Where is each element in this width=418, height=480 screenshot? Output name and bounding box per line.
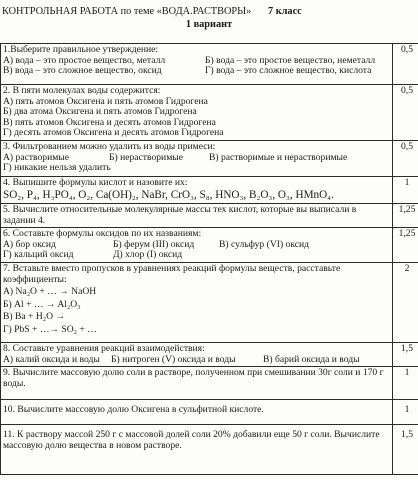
task-2-option-v: В) пять атомов Оксигена и десять атомов Гидрогена [3, 116, 216, 128]
task-5-points: 1,25 [393, 204, 418, 228]
task-row-5 [1, 204, 418, 228]
task-1-option-a: А) вода – это простое вещество, металл [3, 54, 166, 66]
task-row-8 [1, 343, 418, 367]
task-3-points: 0,5 [393, 141, 418, 177]
task-8-cell [1, 343, 393, 367]
task-3-option-v: В) растворимые и нерастворимые [209, 151, 348, 163]
task-1-option-b: Б) вода – это простое вещество, неметалл [205, 54, 376, 66]
task-2-option-a: А) пять атомов Оксигена и пять атомов Гидрогена [3, 95, 208, 107]
task-6-cell [1, 228, 393, 263]
task-9-question: 9. Вычислите массовую долю соли в растворе, полученном при смешивании 30г соли и 170 г воды. [1, 367, 393, 400]
task-row-2 [1, 85, 418, 141]
task-row-9 [1, 367, 418, 400]
task-8-points: 1,5 [393, 343, 418, 367]
task-4-cell [1, 177, 393, 204]
task-10-points: 1 [393, 400, 418, 425]
task-7-points: 2 [393, 263, 418, 343]
task-7-equation-v: В) Ba + H₂O → [3, 311, 66, 323]
task-4-points: 1 [393, 177, 418, 204]
task-6-option-g: Г) кальций оксид [3, 249, 74, 261]
task-2-option-b: Б) два атома Оксигена и пять атомов Гидрогена [3, 106, 197, 118]
task-3-option-b: Б) нерастворимые [109, 151, 183, 163]
task-4-formulas: SO₂, P₄, H₃PO₄, O₂, Ca(OH)₂, NaBr, CrO₃, S₈, HNO₃, B₂O₃, O₃, HMnO₄. [3, 188, 334, 201]
task-1-option-v: В) вода – это сложное вещество, оксид [3, 65, 162, 77]
tasks-table [0, 43, 418, 475]
task-3-option-a: А) растворимые [3, 151, 69, 163]
task-7-equation-g: Г) PbS + …→ SO₂ + … [3, 323, 97, 335]
task-11-points: 1,5 [393, 425, 418, 475]
task-2-question: 2. В пяти молекулах воды содержится: [3, 85, 161, 96]
task-9-points: 1 [393, 367, 418, 400]
task-5-question: 5. Вычислите относительные молекулярные массы тех кислот, которые вы выписали в задании 4. [1, 204, 393, 228]
task-6-option-v: В) сульфур (VI) оксид [219, 238, 310, 250]
task-8-option-b: Б) нитроген (V) оксида и воды [111, 353, 236, 365]
task-row-11 [1, 425, 418, 475]
task-8-option-a: А) калий оксида и воды [3, 353, 100, 365]
task-3-question: 3. Фильтрованием можно удалить из воды примеси: [3, 141, 216, 152]
task-6-option-a: А) бор оксид [3, 238, 56, 250]
grade-label: 7 класс [268, 6, 302, 17]
task-11-question: 11. К раствору массой 250 г с массовой долей соли 20% добавили еще 50 г соли. Вычислите массовую долю вещества в новом растворе. [1, 425, 393, 475]
task-row-3 [1, 141, 418, 177]
task-7-question: 7. Вставьте вместо пропусков в уравнениях реакций формулы веществ, расставьте коэффициенты: [3, 263, 341, 285]
task-row-6 [1, 228, 418, 263]
task-10-question: 10. Вычислите массовую долю Оксигена в сульфитной кислоте. [3, 404, 264, 415]
task-6-option-b: Б) ферум (III) оксид [113, 238, 195, 250]
task-2-points: 0,5 [393, 85, 418, 141]
task-4-question: 4. Выпишите формулы кислот и назовите их: [3, 177, 188, 188]
task-8-question: 8. Составьте уравнения реакций взаимодействия: [3, 343, 205, 354]
task-row-7 [1, 263, 418, 343]
task-1-cell [1, 44, 393, 85]
task-2-option-g: Г) десять атомов Оксигена и десять атомов Гидрогена [3, 127, 224, 139]
task-7-equation-b: Б) Al + … → Al₂O₃ [3, 298, 81, 310]
task-10-cell [1, 400, 393, 425]
task-row-4 [1, 177, 418, 204]
task-7-cell [1, 263, 393, 343]
worksheet-title: КОНТРОЛЬНАЯ РАБОТА по теме «ВОДА.РАСТВОРЫ» [2, 6, 252, 17]
task-2-cell [1, 85, 393, 141]
task-3-cell [1, 141, 393, 177]
task-row-1 [1, 44, 418, 85]
task-8-option-v: В) барий оксида и воды [263, 353, 360, 365]
task-6-question: 6. Составьте формулы оксидов по их названиям: [3, 228, 202, 239]
task-7-equation-a: А) Na₂O + … → NaOH [3, 286, 97, 298]
task-6-option-d: Д) хлор (I) оксид [113, 249, 183, 261]
variant-label: 1 вариант [185, 19, 233, 30]
task-1-points: 0,5 [393, 44, 418, 85]
task-6-points: 1,25 [393, 228, 418, 263]
task-1-question: 1.Выберите правильное утверждение: [3, 44, 159, 55]
task-1-option-g: Г) вода – это сложное вещество, кислота [205, 65, 372, 77]
task-3-option-g: Г) никакие нельзя удалить [3, 162, 111, 174]
task-row-10 [1, 400, 418, 425]
